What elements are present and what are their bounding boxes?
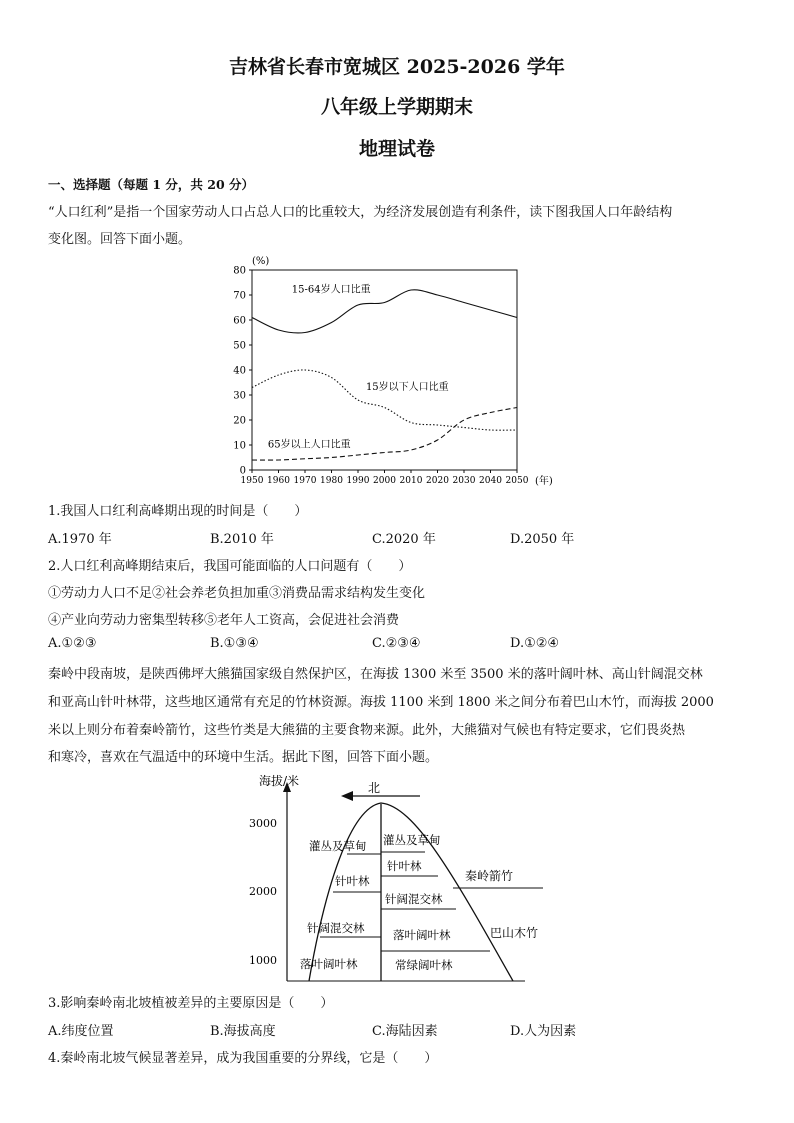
north-band-label: 针阔混交林	[307, 921, 365, 935]
section-heading: 一、选择题（每题 1 分，共 20 分）	[48, 177, 255, 192]
q1-option-d[interactable]: D.2050 年	[510, 532, 575, 547]
diagram-tick-1000: 1000	[249, 954, 277, 967]
intro2-line2: 和亚高山针叶林带，这些地区通常有充足的竹林资源。海拔 1100 米到 1800 米之间分布着巴山木竹，而海拔 2000	[48, 695, 714, 710]
x-tick-label: 2020	[426, 476, 449, 486]
x-tick-label: 1990	[346, 476, 370, 486]
x-tick-label: 1970	[293, 476, 317, 486]
intro1-line1: “人口红利”是指一个国家劳动人口占总人口的比重较大，为经济发展创造有利条件，读下图我国人口年龄结构	[48, 205, 673, 220]
series-label-0: 15-64岁人口比重	[291, 284, 371, 296]
population-chart	[215, 250, 565, 490]
y-tick-label: 0	[239, 465, 246, 477]
y-tick-label: 10	[233, 440, 246, 452]
x-tick-label: 2010	[399, 476, 423, 486]
south-band-label: 落叶阔叶林	[393, 928, 451, 942]
x-tick-label: 2000	[373, 476, 396, 486]
q3-option-b[interactable]: B.海拔高度	[210, 1024, 276, 1039]
diagram-y-label: 海拔/米	[259, 774, 300, 788]
south-band-label: 针叶林	[387, 859, 422, 873]
q3-option-a[interactable]: A.纬度位置	[48, 1024, 114, 1039]
north-label: 北	[368, 781, 381, 795]
series-label-2: 65岁以上人口比重	[267, 439, 351, 451]
north-arrow-head	[341, 791, 353, 801]
x-tick-label: 2040	[479, 476, 502, 486]
intro2-line3: 米以上则分布着秦岭箭竹，这些竹类是大熊猫的主要食物来源。此外，大熊猫对气候也有特定要求，它们畏炎热	[48, 723, 686, 738]
bamboo-label-bashan: 巴山木竹	[490, 926, 539, 940]
q2-option-d[interactable]: D.①②④	[510, 636, 560, 651]
q1-stem: 1.我国人口红利高峰期出现的时间是（ ）	[48, 504, 308, 519]
q4-stem: 4.秦岭南北坡气候显著差异，成为我国重要的分界线，它是（ ）	[48, 1051, 438, 1066]
diagram-tick-3000: 3000	[249, 817, 277, 830]
q3-option-c[interactable]: C.海陆因素	[372, 1024, 438, 1039]
q3-stem: 3.影响秦岭南北坡植被差异的主要原因是（ ）	[48, 996, 334, 1011]
north-band-label: 落叶阔叶林	[300, 957, 358, 971]
y-tick-label: 50	[233, 340, 246, 352]
q2-option-b[interactable]: B.①③④	[210, 636, 259, 651]
y-tick-label: 60	[233, 315, 246, 327]
south-band-label: 针阔混交林	[385, 892, 443, 906]
q2-stem: 2.人口红利高峰期结束后，我国可能面临的人口问题有（ ）	[48, 559, 412, 574]
y-tick-label: 40	[233, 365, 246, 377]
south-band-label: 灌丛及草甸	[383, 833, 441, 847]
series-line-1	[252, 370, 517, 430]
y-tick-label: 80	[233, 265, 246, 277]
x-tick-label: 1960	[267, 476, 290, 486]
qinling-vegetation-diagram	[245, 768, 555, 990]
x-tick-label: 2050	[505, 476, 529, 486]
y-tick-label: 20	[233, 415, 246, 427]
north-band-label: 针叶林	[335, 874, 370, 888]
q2-statements-2: ④产业向劳动力密集型转移⑤老年人工资高，会促进社会消费	[48, 613, 400, 628]
exam-title: 吉林省长春市宽城区 2025-2026 学年	[229, 56, 565, 78]
q2-statements-1: ①劳动力人口不足②社会养老负担加重③消费品需求结构发生变化	[48, 586, 426, 601]
exam-subtitle: 八年级上学期期末	[320, 96, 473, 118]
x-tick-label: 2030	[452, 476, 476, 486]
q1-option-b[interactable]: B.2010 年	[210, 532, 274, 547]
y-tick-label: 70	[233, 290, 246, 302]
exam-subject: 地理试卷	[358, 138, 435, 160]
south-band-label: 常绿阔叶林	[395, 958, 453, 972]
x-axis-unit: (年)	[535, 476, 553, 487]
y-tick-label: 30	[233, 390, 246, 402]
bamboo-label-qinling: 秦岭箭竹	[465, 869, 514, 883]
series-line-0	[252, 290, 517, 333]
intro2-line1: 秦岭中段南坡，是陕西佛坪大熊猫国家级自然保护区，在海拔 1300 米至 3500 米的落叶阔叶林、高山针阔混交林	[48, 667, 703, 682]
intro2-line4: 和寒冷，喜欢在气温适中的环境中生活。据此下图，回答下面小题。	[48, 750, 439, 765]
x-tick-label: 1980	[320, 476, 343, 486]
y-axis-unit: (%)	[252, 256, 270, 267]
series-line-2	[252, 408, 517, 461]
q1-option-a[interactable]: A.1970 年	[48, 532, 112, 547]
diagram-tick-2000: 2000	[249, 885, 277, 898]
north-band-label: 灌丛及草甸	[309, 839, 367, 853]
intro1-line2: 变化图。回答下面小题。	[48, 232, 192, 247]
series-label-1: 15岁以下人口比重	[365, 382, 449, 393]
q1-option-c[interactable]: C.2020 年	[372, 532, 436, 547]
q2-option-a[interactable]: A.①②③	[48, 636, 97, 651]
q3-option-d[interactable]: D.人为因素	[510, 1024, 577, 1039]
x-tick-label: 1950	[240, 476, 264, 486]
q2-option-c[interactable]: C.②③④	[372, 636, 421, 651]
